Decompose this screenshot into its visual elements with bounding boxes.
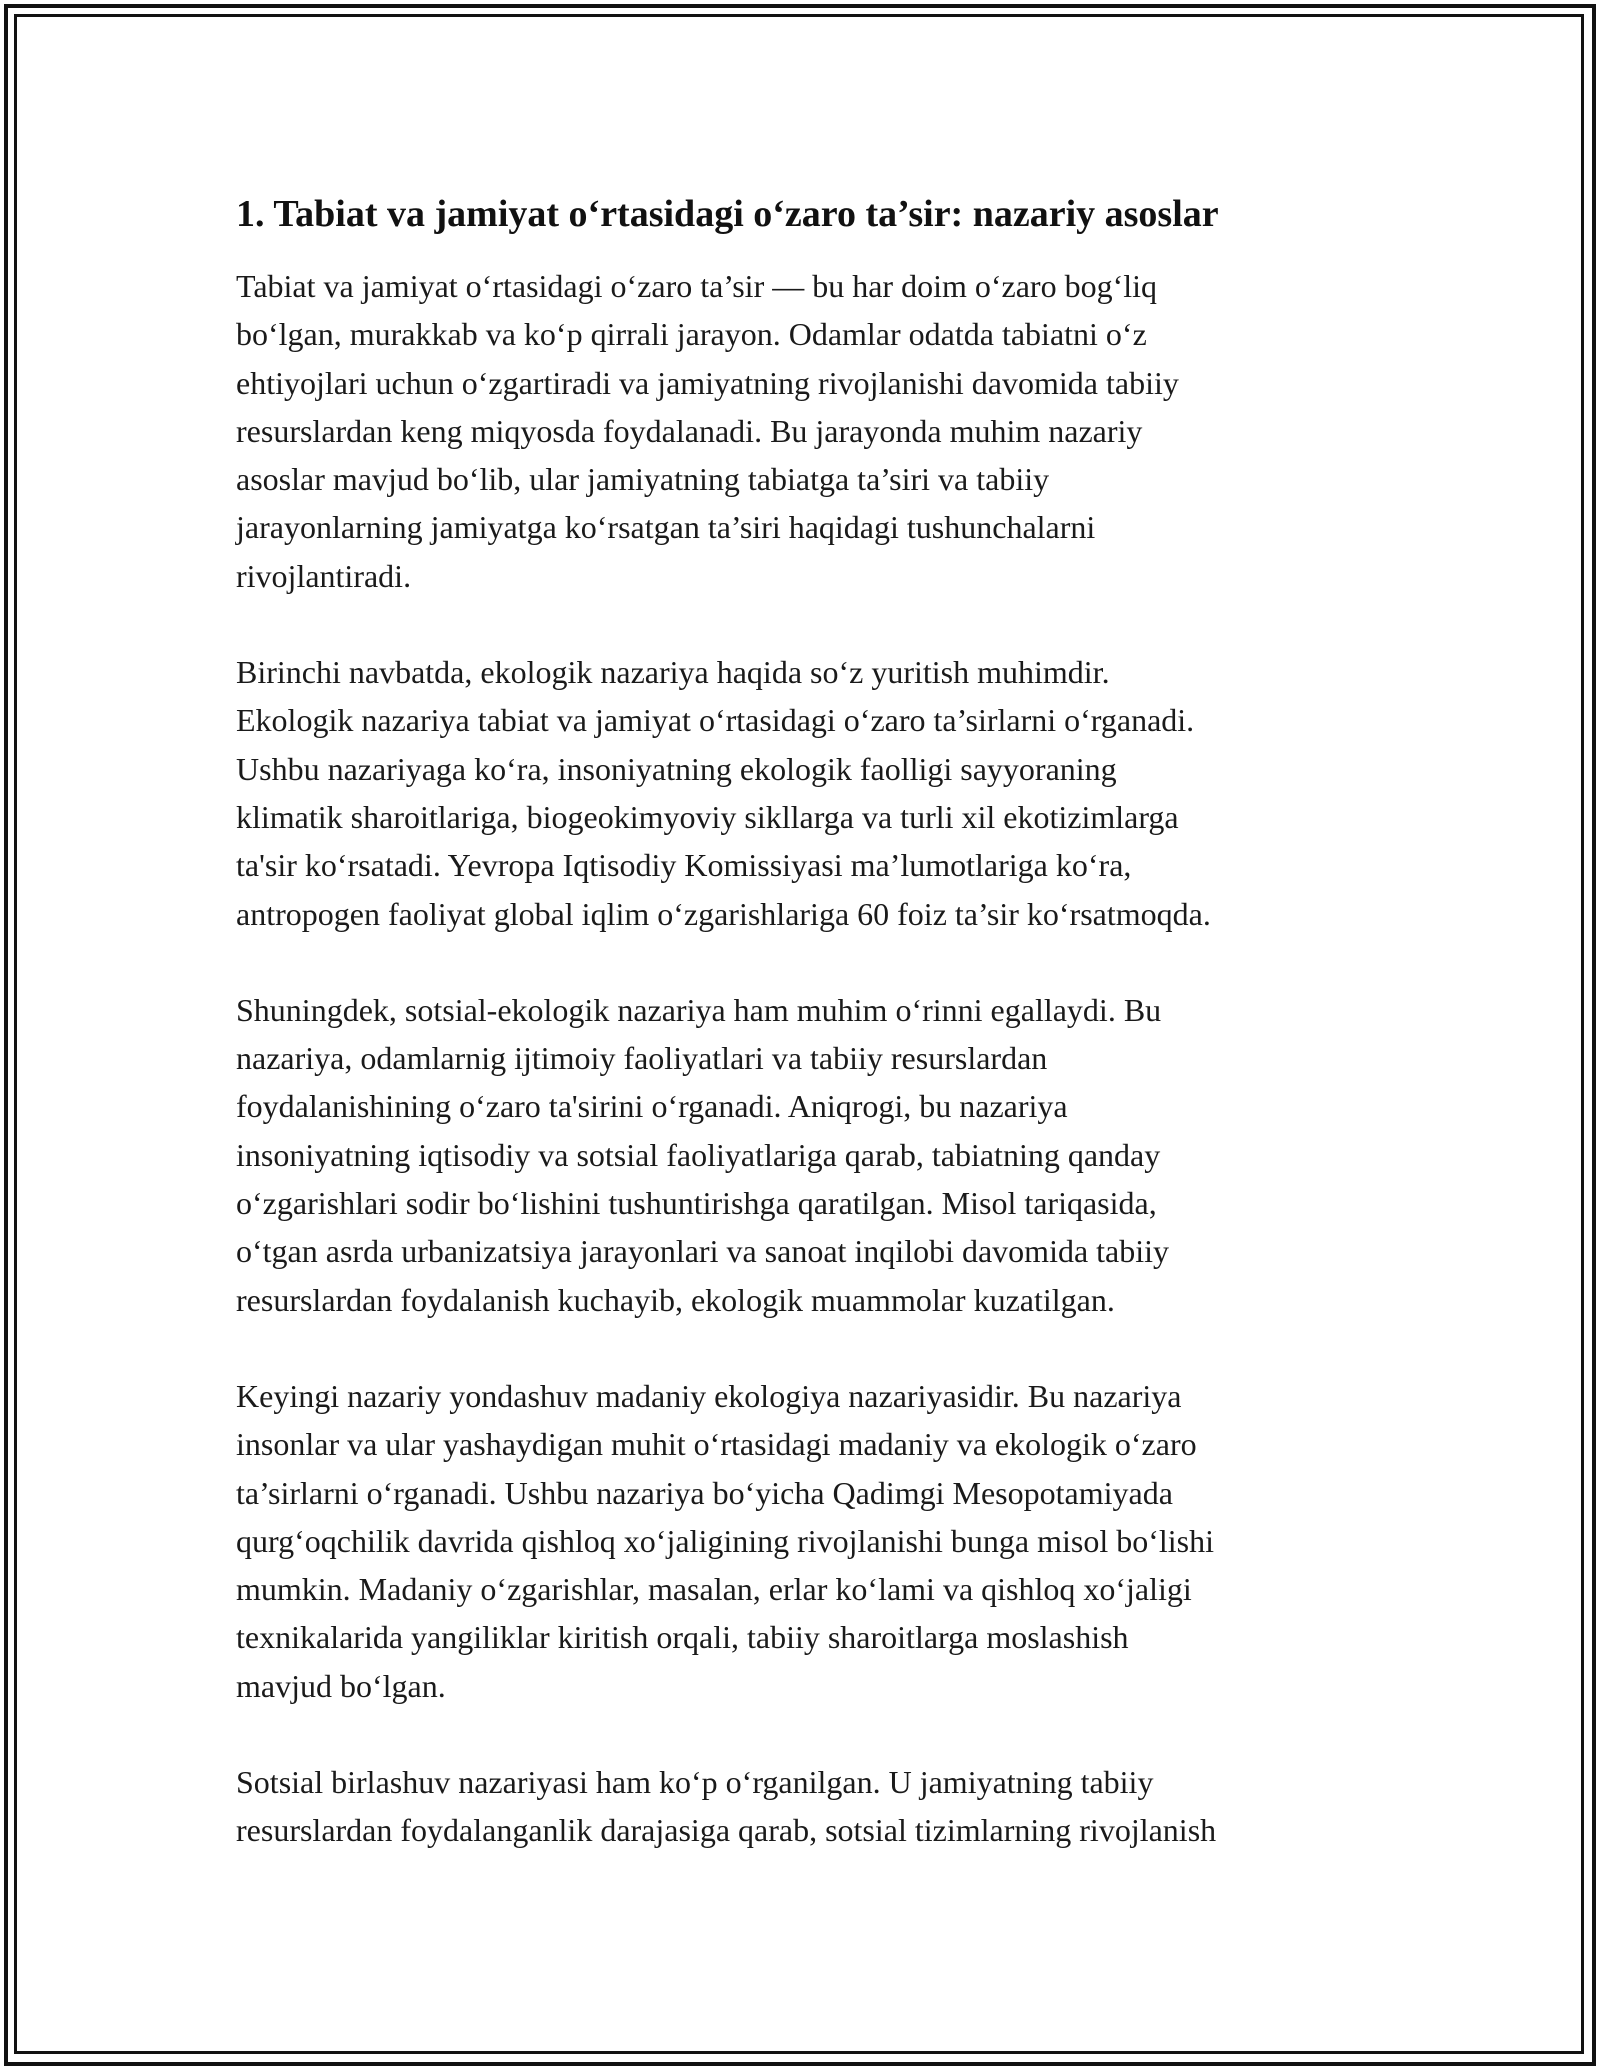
text-line: foydalanishining o‘zaro ta'sirini o‘rganadi. Aniqrogi, bu nazariya	[236, 1088, 1068, 1125]
text-line: nazariya, odamlarnig ijtimoiy faoliyatlari va tabiiy resurslardan	[236, 1040, 1048, 1077]
text-line: bo‘lgan, murakkab va ko‘p qirrali jarayon. Odamlar odatda tabiatni o‘z	[236, 316, 1147, 353]
text-line: insoniyatning iqtisodiy va sotsial faoliyatlariga qarab, tabiatning qanday	[236, 1136, 1161, 1173]
paragraph-cultural-ecology-theory	[236, 1372, 1416, 1710]
text-line: Ushbu nazariyaga ko‘ra, insoniyatning ekologik faolligi sayyoraning	[236, 750, 1117, 787]
text-line: o‘zgarishlari sodir bo‘lishini tushuntirishga qaratilgan. Misol tariqasida,	[236, 1185, 1157, 1222]
text-line: mavjud bo‘lgan.	[236, 1667, 446, 1704]
paragraph-social-integration-theory	[236, 1758, 1416, 1855]
text-line: resurslardan keng miqyosda foydalanadi. Bu jarayonda muhim nazariy	[236, 412, 1143, 449]
text-line: ehtiyojlari uchun o‘zgartiradi va jamiyatning rivojlanishi davomida tabiiy	[236, 364, 1179, 401]
text-line: resurslardan foydalanganlik darajasiga qarab, sotsial tizimlarning rivojlanish	[236, 1812, 1217, 1849]
text-line: insonlar va ular yashaydigan muhit o‘rtasidagi madaniy va ekologik o‘zaro	[236, 1426, 1197, 1463]
paragraph-socio-ecological-theory	[236, 986, 1416, 1324]
text-line: texnikalarida yangiliklar kiritish orqali, tabiiy sharoitlarga moslashish	[236, 1619, 1129, 1656]
text-line: qurg‘oqchilik davrida qishloq xo‘jaligining rivojlanishi bunga misol bo‘lishi	[236, 1522, 1214, 1559]
text-line: Birinchi navbatda, ekologik nazariya haqida so‘z yuritish muhimdir.	[236, 654, 1110, 691]
text-line: rivojlantiradi.	[236, 557, 412, 594]
text-line: asoslar mavjud bo‘lib, ular jamiyatning tabiatga ta’siri va tabiiy	[236, 461, 1050, 498]
text-line: Keyingi nazariy yondashuv madaniy ekologiya nazariyasidir. Bu nazariya	[236, 1377, 1182, 1414]
text-line: klimatik sharoitlariga, biogeokimyoviy sikllarga va turli xil ekotizimlarga	[236, 798, 1179, 835]
text-line: Sotsial birlashuv nazariyasi ham ko‘p o‘rganilgan. U jamiyatning tabiiy	[236, 1764, 1154, 1801]
text-line: ta'sir ko‘rsatadi. Yevropa Iqtisodiy Komissiyasi ma’lumotlariga ko‘ra,	[236, 847, 1132, 884]
text-line: antropogen faoliyat global iqlim o‘zgarishlariga 60 foiz ta’sir ko‘rsatmoqda.	[236, 895, 1211, 932]
text-line: ta’sirlarni o‘rganadi. Ushbu nazariya bo‘yicha Qadimgi Mesopotamiyada	[236, 1474, 1173, 1511]
text-line: mumkin. Madaniy o‘zgarishlar, masalan, erlar ko‘lami va qishloq xo‘jaligi	[236, 1571, 1192, 1608]
document-body	[236, 186, 1416, 1903]
section-heading: 1. Tabiat va jamiyat o‘rtasidagi o‘zaro ta’sir: nazariy asoslar	[236, 193, 1219, 235]
text-line: Shuningdek, sotsial-ekologik nazariya ham muhim o‘rinni egallaydi. Bu	[236, 991, 1162, 1028]
text-line: Tabiat va jamiyat o‘rtasidagi o‘zaro ta’sir — bu har doim o‘zaro bog‘liq	[236, 268, 1158, 304]
text-line: o‘tgan asrda urbanizatsiya jarayonlari va sanoat inqilobi davomida tabiiy	[236, 1233, 1170, 1270]
text-line: Ekologik nazariya tabiat va jamiyat o‘rtasidagi o‘zaro ta’sirlarni o‘rganadi.	[236, 702, 1195, 739]
paragraph-intro	[236, 262, 1416, 600]
text-line: jarayonlarning jamiyatga ko‘rsatgan ta’siri haqidagi tushunchalarni	[236, 509, 1096, 546]
paragraph-ecological-theory	[236, 648, 1416, 938]
text-line: resurslardan foydalanish kuchayib, ekologik muammolar kuzatilgan.	[236, 1281, 1115, 1318]
